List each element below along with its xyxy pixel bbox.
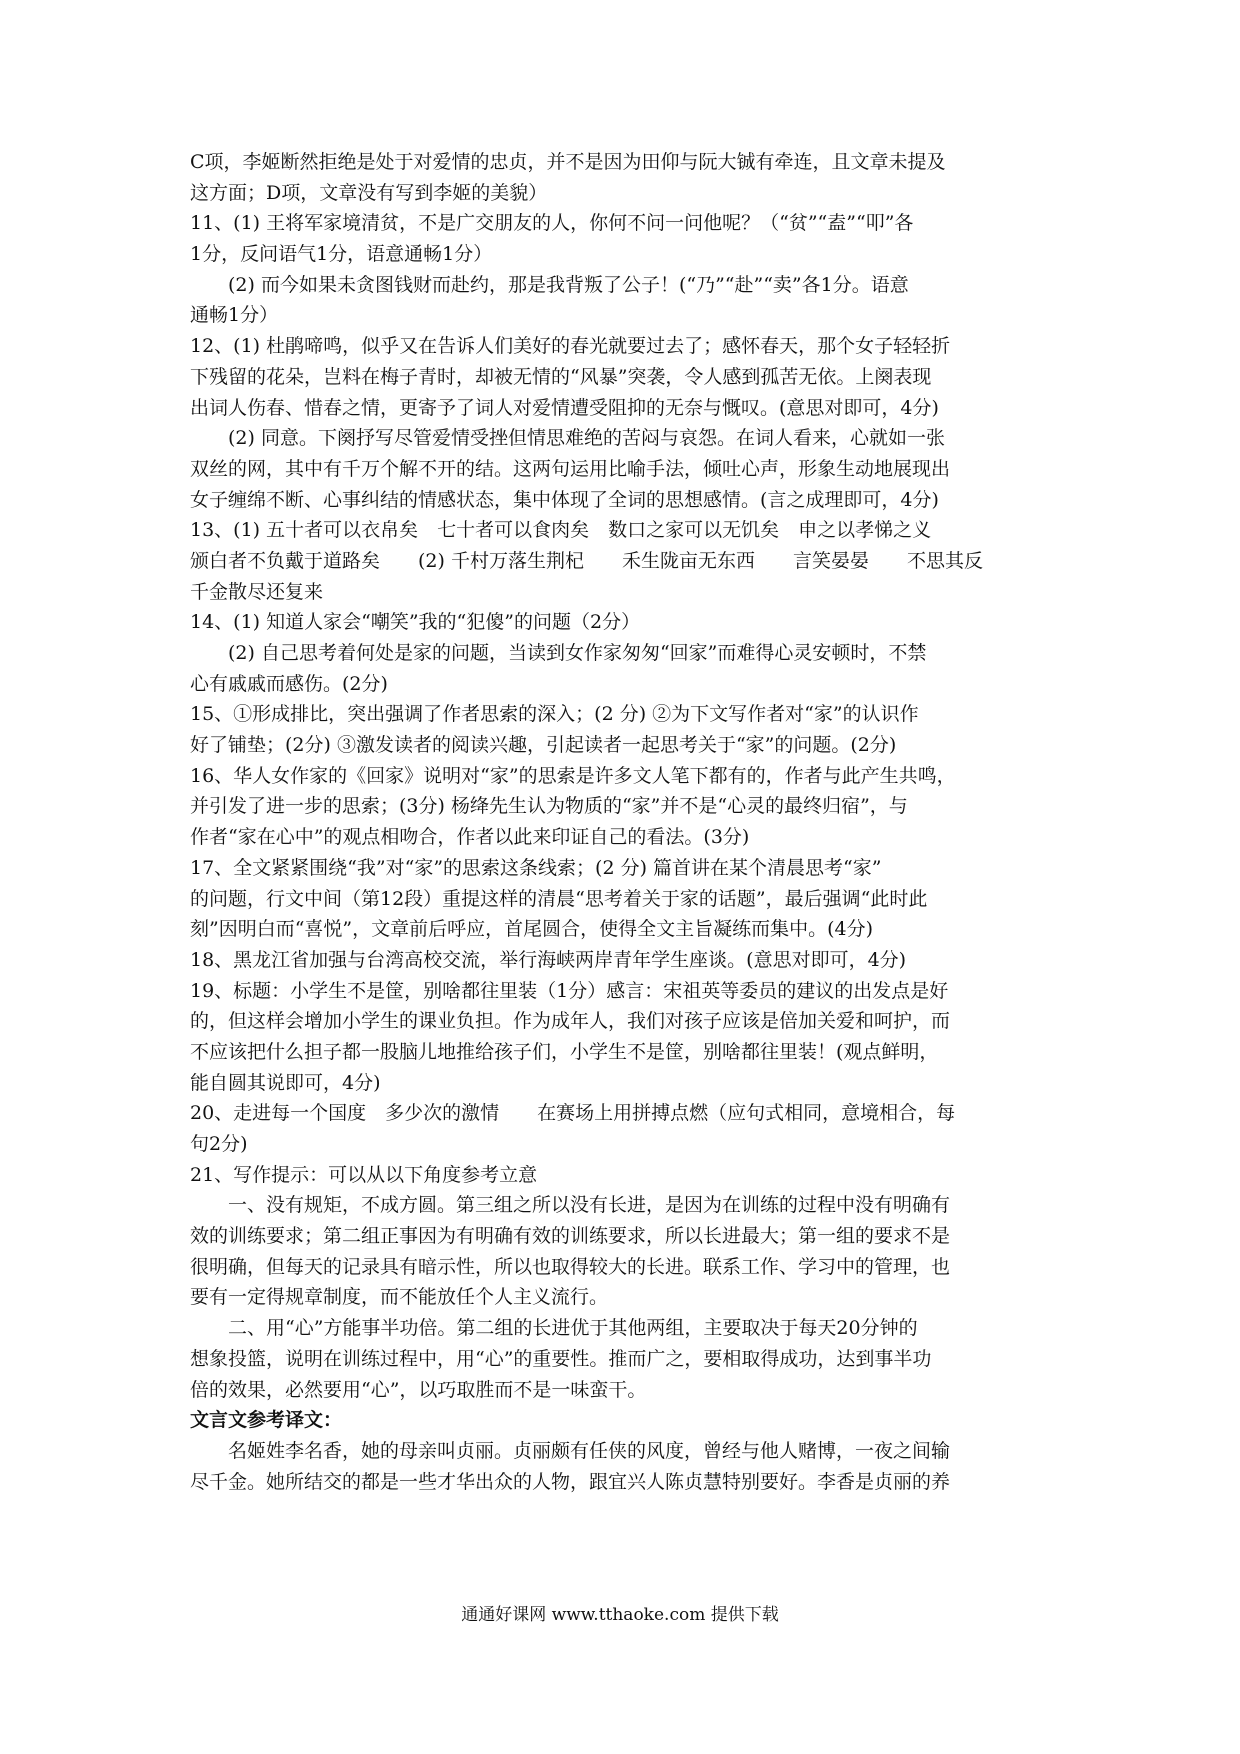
text-line: (2) 而今如果未贪图钱财而赴约，那是我背叛了公子！(“乃”“赴”“卖”各1分。语意 (228, 273, 909, 296)
text-line: 不应该把什么担子都一股脑儿地推给孩子们，小学生不是筐，别啥都往里装！(观点鲜明， (190, 1040, 939, 1063)
text-line: 的，但这样会增加小学生的课业负担。作为成年人，我们对孩子应该是倍加关爱和呵护，而 (190, 1010, 951, 1033)
text-line: 13、(1) 五十者可以衣帛矣 七十者可以食肉矣 数口之家可以无饥矣 申之以孝悌之义 (190, 519, 932, 542)
text-line: C项，李姬断然拒绝是处于对爱情的忠贞，并不是因为田仰与阮大铖有牵连，且文章未提及 (190, 151, 946, 173)
text-line: 句2分) (190, 1133, 248, 1155)
text-line: 并引发了进一步的思索；(3分) 杨绛先生认为物质的“家”并不是“心灵的最终归宿”，与 (190, 795, 908, 818)
page-footer: 通通好课网 www.tthaoke.com 提供下载 (461, 1605, 779, 1625)
text-line: 想象投篮，说明在训练过程中，用“心”的重要性。推而广之，要相取得成功，达到事半功 (190, 1347, 932, 1370)
text-line: (2) 同意。下阕抒写尽管爱情受挫但情思难绝的苦闷与哀怨。在词人看来，心就如一张 (228, 427, 945, 450)
text-line: 千金散尽还复来 (190, 580, 324, 603)
text-line: 15、①形成排比，突出强调了作者思索的深入；(2 分) ②为下文写作者对“家”的认识作 (190, 703, 919, 726)
text-line: 效的训练要求；第二组正事因为有明确有效的训练要求，所以长进最大；第一组的要求不是 (190, 1225, 951, 1248)
text-line: 双丝的网，其中有千万个解不开的结。这两句运用比喻手法，倾吐心声，形象生动地展现出 (190, 457, 951, 480)
text-line: 尽千金。她所结交的都是一些才华出众的人物，跟宜兴人陈贞慧特别要好。李香是贞丽的养 (190, 1470, 951, 1493)
text-line: 17、全文紧紧围绕“我”对“家”的思索这条线索；(2 分) 篇首讲在某个清晨思考“家” (190, 856, 882, 879)
text-line: 出词人伤春、惜春之情，更寄予了词人对爱情遭受阻抑的无奈与慨叹。(意思对即可，4分) (190, 396, 939, 419)
text-line: 的问题，行文中间（第12段）重提这样的清晨“思考着关于家的话题”，最后强调“此时此 (190, 887, 928, 910)
text-line: 这方面；D项，文章没有写到李姬的美貌） (190, 181, 548, 204)
text-line: 要有一定得规章制度，而不能放任个人主义流行。 (190, 1286, 609, 1309)
text-line: 通畅1分） (190, 304, 279, 327)
text-line: 14、(1) 知道人家会“嘲笑”我的“犯傻”的问题（2分） (190, 611, 641, 634)
text-line: 1分，反问语气1分，语意通畅1分） (190, 243, 493, 266)
text-line: 二、用“心”方能事半功倍。第二组的长进优于其他两组，主要取决于每天20分钟的 (228, 1317, 918, 1340)
text-line: 21、写作提示：可以从以下角度参考立意 (190, 1163, 538, 1186)
text-line: 倍的效果，必然要用“心”，以巧取胜而不是一味蛮干。 (190, 1378, 647, 1401)
section-heading: 文言文参考译文： (190, 1409, 343, 1432)
text-line: 12、(1) 杜鹃啼鸣，似乎又在告诉人们美好的春光就要过去了；感怀春天，那个女子轻轻折 (190, 335, 951, 358)
text-line: (2) 自己思考着何处是家的问题，当读到女作家匆匆“回家”而难得心灵安顿时，不禁 (228, 642, 927, 664)
text-line: 11、(1) 王将军家境清贫，不是广交朋友的人，你何不问一问他呢？（“贫”“盍”“叩”各 (190, 212, 914, 235)
text-line: 下残留的花朵，岂料在梅子青时，却被无情的“风暴”突袭，令人感到孤苦无依。上阕表现 (190, 365, 932, 388)
text-line: 颁白者不负戴于道路矣 (2) 千村万落生荆杞 禾生陇亩无东西 言笑晏晏 不思其反 (190, 549, 983, 572)
text-line: 名姬姓李名香，她的母亲叫贞丽。贞丽颇有任侠的风度，曾经与他人赌博，一夜之间输 (228, 1439, 951, 1462)
text-line: 18、黑龙江省加强与台湾高校交流，举行海峡两岸青年学生座谈。(意思对即可，4分) (190, 948, 907, 971)
text-line: 女子缠绵不断、心事纠结的情感状态，集中体现了全词的思想感情。(言之成理即可，4分) (190, 488, 939, 511)
document-body (190, 147, 1062, 1497)
text-line: 能自圆其说即可，4分) (190, 1071, 381, 1094)
text-line: 作者“家在心中”的观点相吻合，作者以此来印证自己的看法。(3分) (190, 826, 750, 849)
text-line: 好了铺垫；(2分) ③激发读者的阅读兴趣，引起读者一起思考关于“家”的问题。(2分) (190, 734, 897, 757)
text-line: 很明确，但每天的记录具有暗示性，所以也取得较大的长进。联系工作、学习中的管理，也 (190, 1255, 951, 1278)
text-line: 心有戚戚而感伤。(2分) (190, 672, 388, 695)
text-line: 16、华人女作家的《回家》说明对“家”的思索是许多文人笔下都有的，作者与此产生共鸣， (190, 764, 956, 787)
text-line: 19、标题：小学生不是筐，别啥都往里装（1分）感言：宋祖英等委员的建议的出发点是好 (190, 979, 949, 1002)
text-line: 刻”因明白而“喜悦”，文章前后呼应，首尾圆合，使得全文主旨凝练而集中。(4分) (190, 918, 874, 941)
text-line: 一、没有规矩，不成方圆。第三组之所以没有长进，是因为在训练的过程中没有明确有 (228, 1194, 951, 1217)
text-line: 20、走进每一个国度 多少次的激情 在赛场上用拼搏点燃（应句式相同，意境相合，每 (190, 1102, 956, 1125)
